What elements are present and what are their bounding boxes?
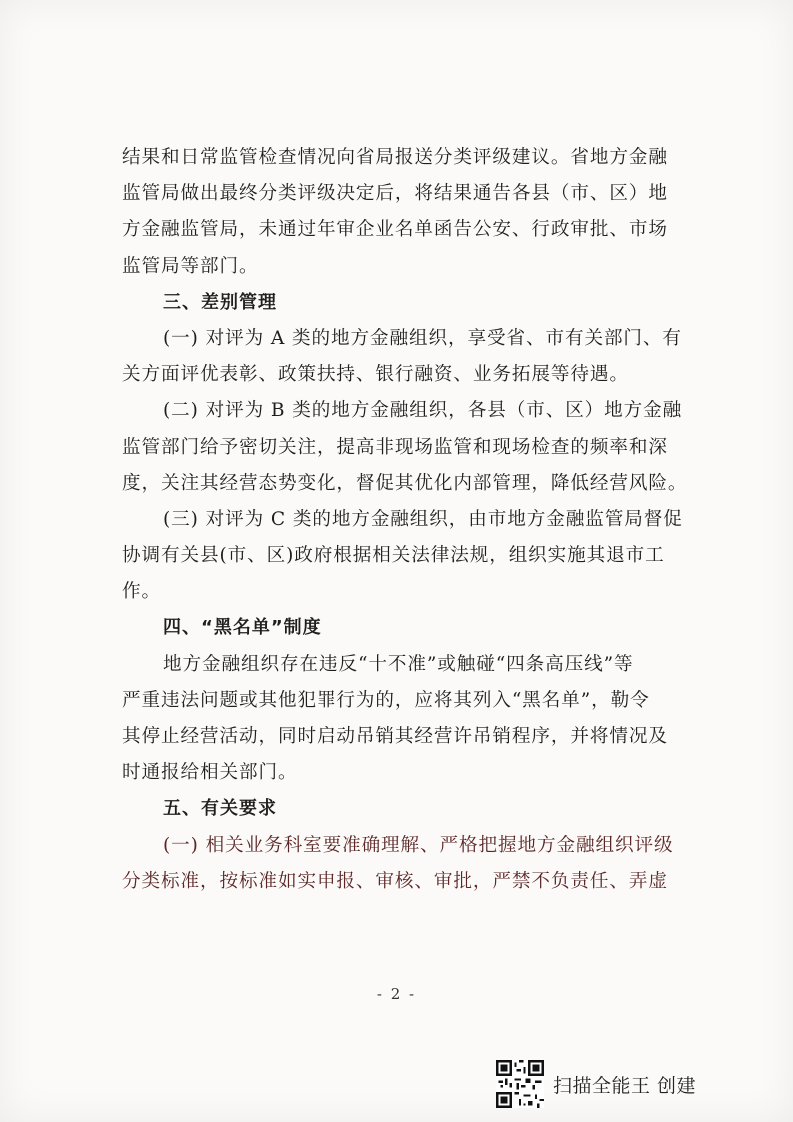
page-number: - 2 - [376,985,417,1003]
document-body [122,140,688,900]
section-heading-5: 五、有关要求 [163,798,277,820]
paragraph-line: 协调有关县(市、区)政府根据相关法律法规，组织实施其退市工 [122,545,665,567]
paragraph-line: 监管部门给予密切关注，提高非现场监管和现场检查的频率和深 [122,436,668,458]
paragraph-line: 监管局做出最终分类评级决定后，将结果通告各县（市、区）地 [122,183,668,205]
paragraph-line: 关方面评优表彰、政策扶持、银行融资、业务拓展等待遇。 [122,364,629,386]
paragraph-line: 地方金融组织存在违反“十不准”或触碰“四条高压线”等 [163,653,634,675]
paragraph-line: (二) 对评为 B 类的地方金融组织，各县（市、区）地方金融 [163,400,683,422]
section-heading-3: 三、差别管理 [163,291,277,313]
paragraph-line: (三) 对评为 C 类的地方金融组织，由市地方金融监管局督促 [163,508,683,530]
paragraph-line: 度，关注其经营态势变化，督促其优化内部管理，降低经营风险。 [122,472,688,494]
paragraph-line: 分类标准，按标准如实申报、审核、审批，严禁不负责任、弄虚 [122,870,668,892]
paragraph-line: (一) 相关业务科室要准确理解、严格把握地方金融组织评级 [163,834,674,856]
scanner-watermark [496,1060,696,1108]
paragraph-line: 监管局等部门。 [122,255,259,277]
paragraph-line: (一) 对评为 A 类的地方金融组织，享受省、市有关部门、有 [163,327,682,349]
paragraph-line: 方金融监管局，未通过年审企业名单函告公安、行政审批、市场 [122,219,668,241]
qr-code-icon [496,1060,544,1108]
section-heading-4: 四、“黑名单”制度 [163,617,322,639]
watermark-text: 扫描全能王 创建 [553,1074,697,1097]
paragraph-line: 严重违法问题或其他犯罪行为的，应将其列入“黑名单”，勒令 [122,689,650,711]
paragraph-line: 时通报给相关部门。 [122,762,298,784]
paragraph-line: 作。 [122,581,161,603]
paragraph-line: 其停止经营活动，同时启动吊销其经营许吊销程序，并将情况及 [122,726,668,747]
paragraph-line: 结果和日常监管检查情况向省局报送分类评级建议。省地方金融 [122,147,668,168]
